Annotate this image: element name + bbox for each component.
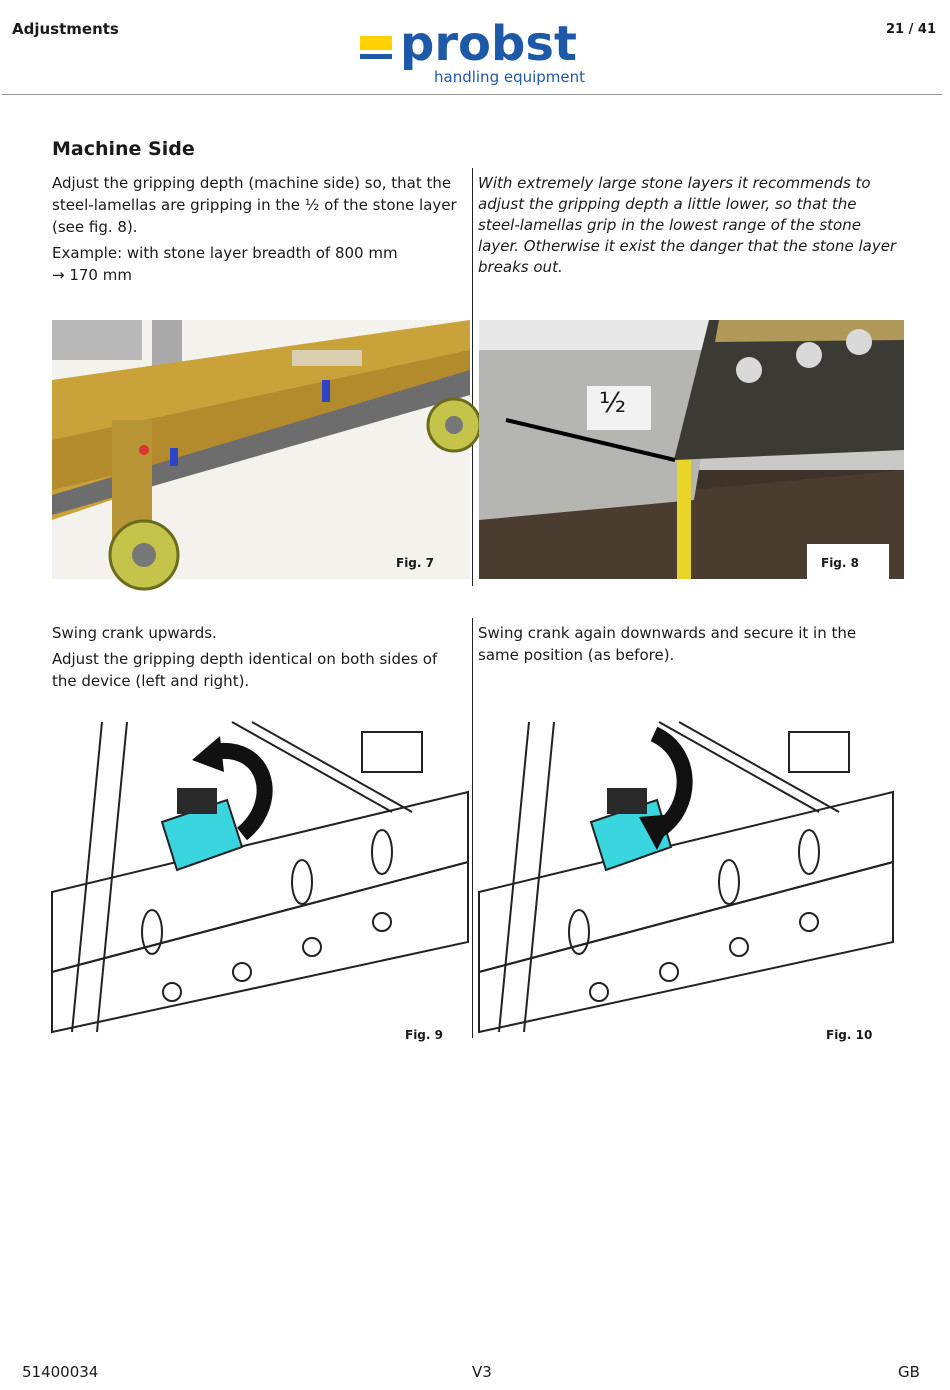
identical-depth-paragraph: Adjust the gripping depth identical on both sides of the device (left and right). xyxy=(52,650,438,690)
figure-10-crank-down-drawing xyxy=(479,722,893,1042)
document-number: 51400034 xyxy=(22,1363,99,1381)
document-version: V3 xyxy=(472,1363,492,1381)
instruction-paragraph: Adjust the gripping depth (machine side) so, that the steel-lamellas are gripping in the ½ of the stone layer (see fig. 8). xyxy=(52,174,457,236)
figure-8-gripper-photo xyxy=(479,320,904,579)
figure-10-label: Fig. 10 xyxy=(826,1028,873,1042)
figure-9-label: Fig. 9 xyxy=(405,1028,443,1042)
probst-logo xyxy=(360,16,590,90)
swing-up-paragraph: Swing crank upwards. xyxy=(52,624,217,642)
half-marker-label: ½ xyxy=(599,386,627,419)
document-language: GB xyxy=(898,1363,920,1381)
logo-wordmark: probst xyxy=(400,16,577,72)
text-swing-down-instructions xyxy=(478,622,898,670)
swing-down-paragraph: Swing crank again downwards and secure it in the same position (as before). xyxy=(478,624,857,664)
example-paragraph: Example: with stone layer breadth of 800 mm xyxy=(52,244,398,262)
header-section-title: Adjustments xyxy=(12,20,119,38)
note-paragraph: With extremely large stone layers it recommends to adjust the gripping depth a little lower, so that the steel-lamellas grip in the lowest range of the stone layer. Otherwise it exist the danger that the stone layer breaks out. xyxy=(478,174,897,276)
text-machine-side-instructions xyxy=(52,172,457,290)
logo-blue-bar xyxy=(360,54,392,59)
column-divider-2 xyxy=(472,618,473,1038)
header-divider xyxy=(2,94,942,95)
text-large-stone-note xyxy=(478,173,898,282)
example-result: → 170 mm xyxy=(52,266,132,284)
page-title: Machine Side xyxy=(52,138,195,160)
figure-7-machine-render xyxy=(52,320,470,579)
column-divider xyxy=(472,168,473,586)
figure-9-crank-up-drawing xyxy=(52,722,468,1042)
figure-7-label: Fig. 7 xyxy=(396,556,434,570)
figure-8-label: Fig. 8 xyxy=(821,556,859,570)
text-swing-up-instructions xyxy=(52,622,457,696)
logo-tagline: handling equipment xyxy=(434,68,586,86)
page-number: 21 / 41 xyxy=(886,22,936,37)
logo-yellow-bar xyxy=(360,36,392,50)
